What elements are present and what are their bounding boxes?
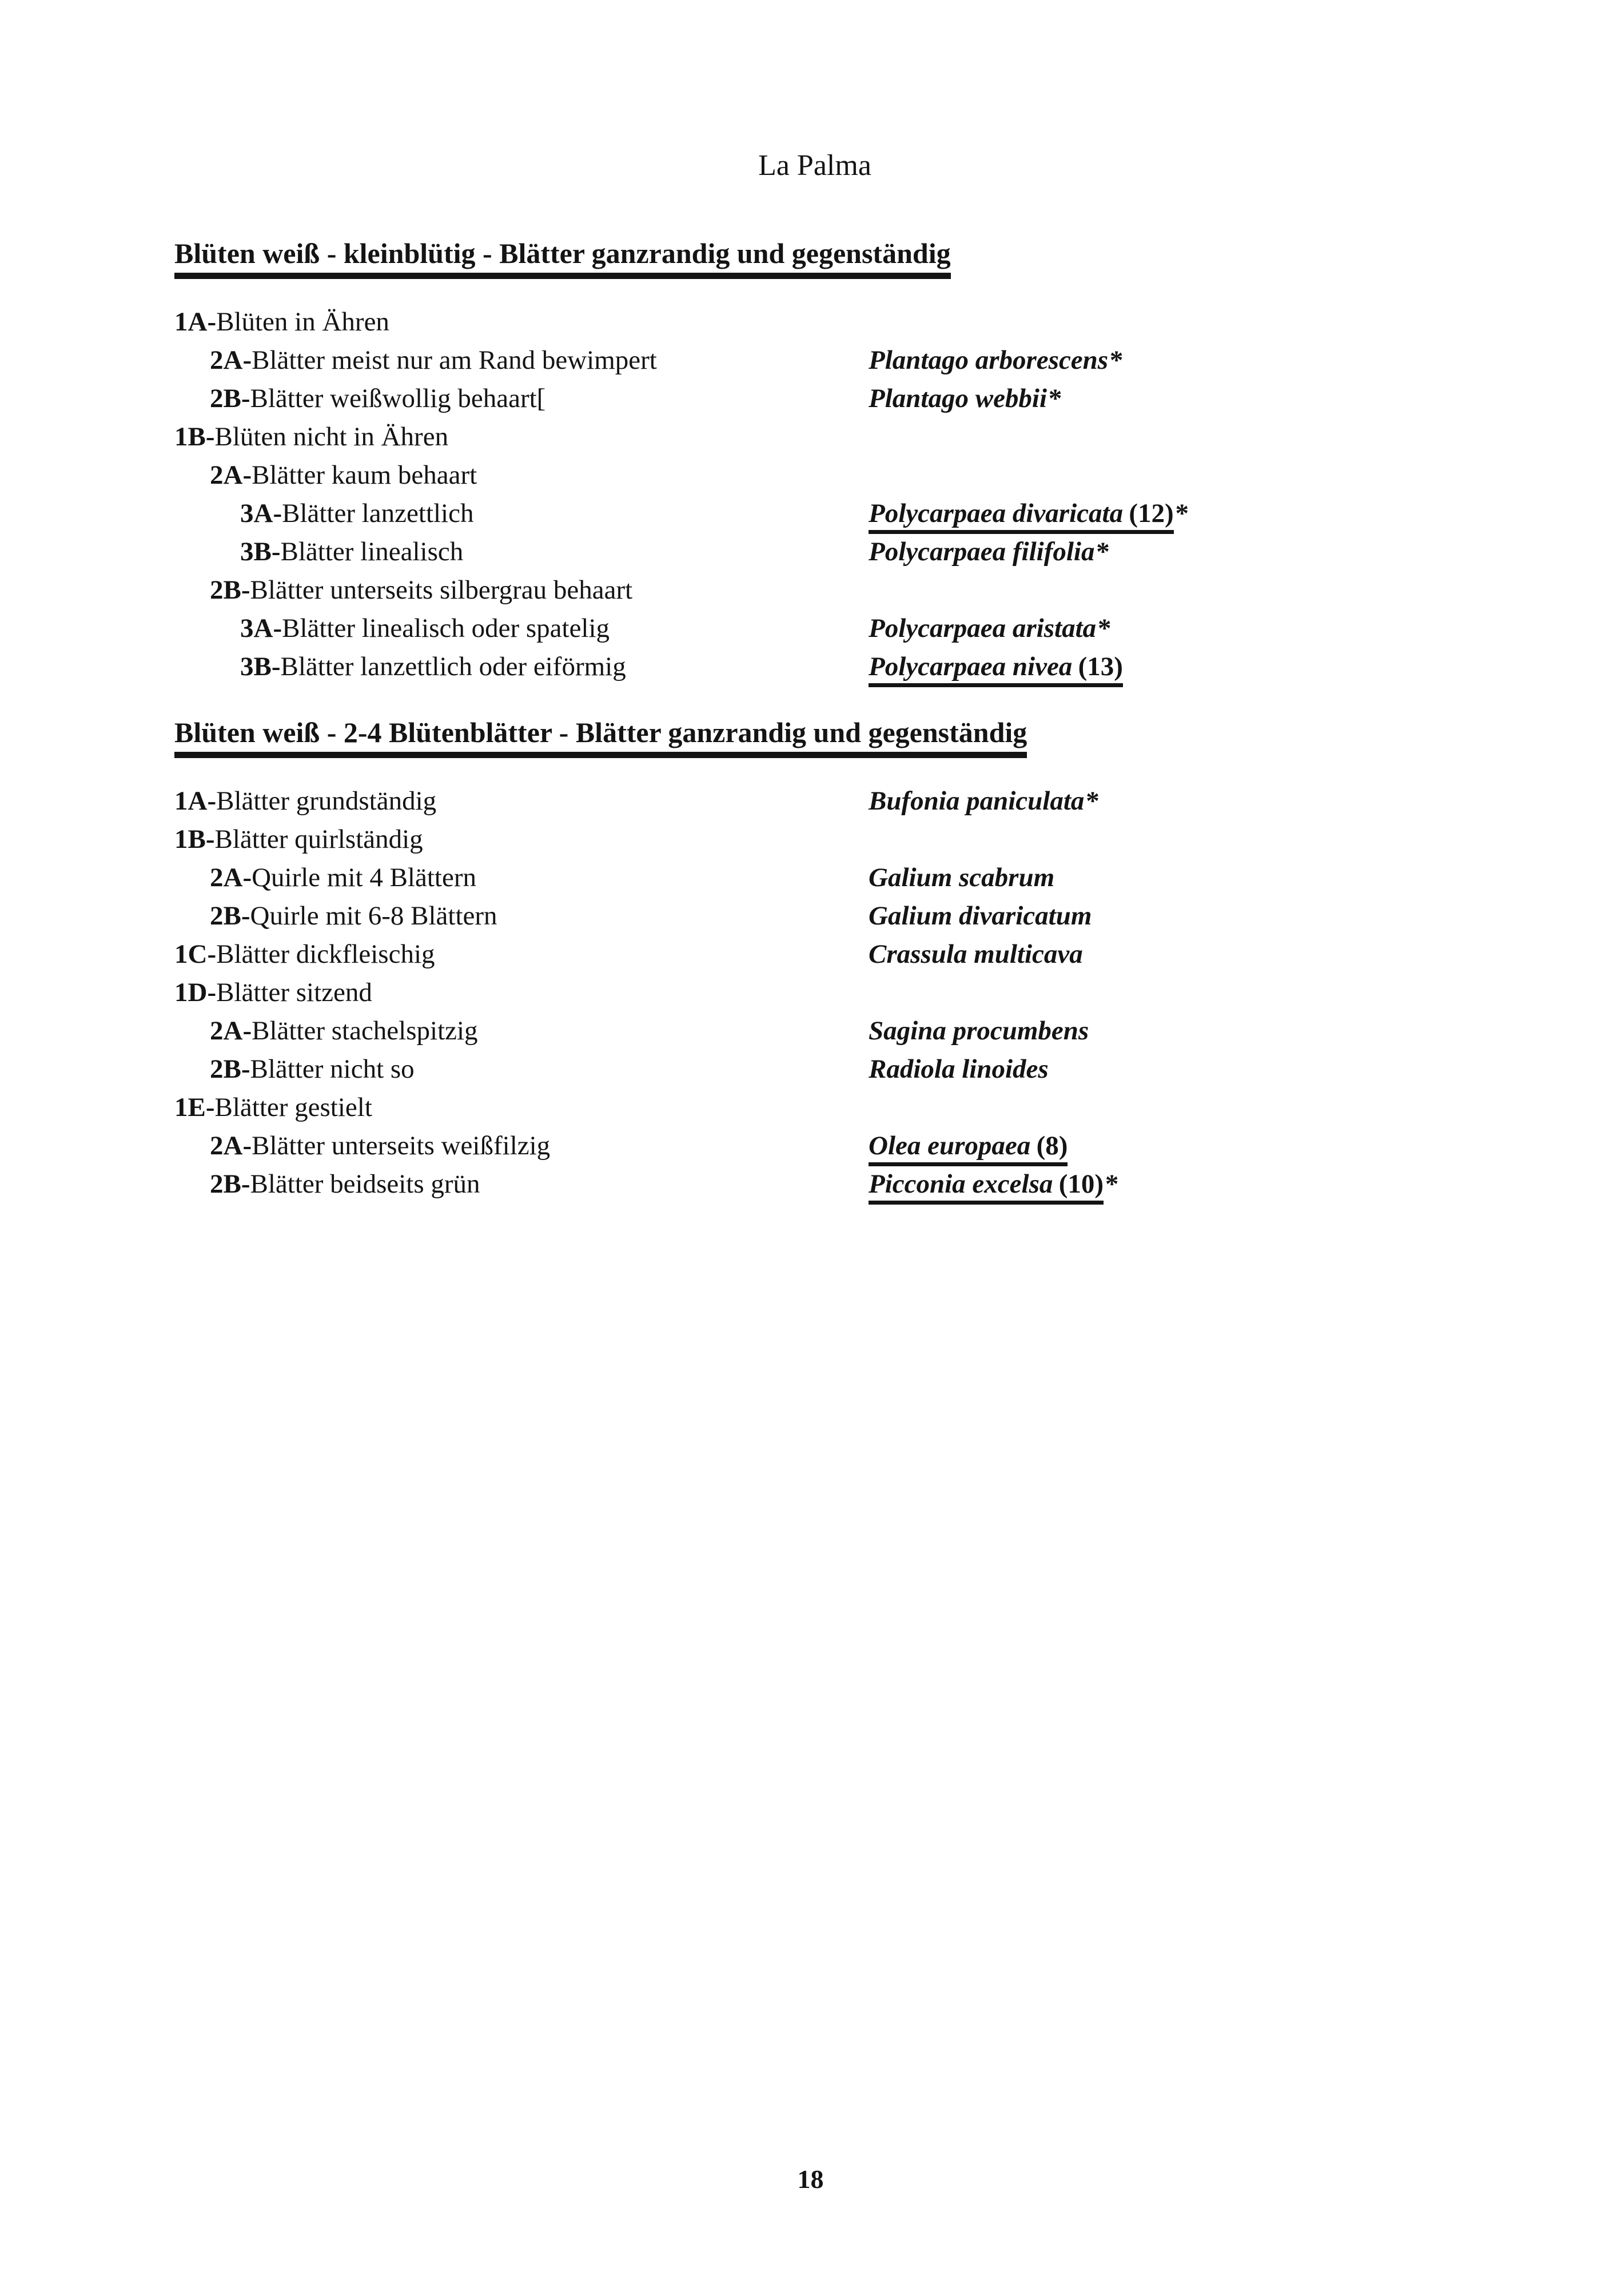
- key-row: [174, 341, 1455, 380]
- species-asterisk: *: [1097, 613, 1112, 643]
- species-text: [869, 613, 1096, 643]
- key-text: Quirle mit 4 Blättern: [252, 863, 476, 892]
- key-row: [174, 859, 1455, 897]
- species-asterisk: *: [1105, 1169, 1119, 1199]
- section1-key: [174, 303, 1455, 686]
- key-entry: [174, 380, 545, 418]
- species-text: [869, 499, 1174, 534]
- key-text: Blätter meist nur am Rand bewimpert: [252, 345, 657, 375]
- species: [869, 609, 1111, 648]
- species-name: Polycarpaea divaricata: [869, 499, 1124, 528]
- species: [869, 897, 1092, 935]
- species: [869, 341, 1123, 380]
- key-row: [174, 495, 1455, 533]
- key-code: 2B-: [210, 1054, 250, 1084]
- key-code: 3A-: [240, 499, 282, 528]
- key-code: 1E-: [174, 1093, 215, 1122]
- key-text: Blüten nicht in Ähren: [214, 422, 449, 452]
- key-row: [174, 1089, 1455, 1127]
- key-entry: [174, 456, 477, 495]
- key-code: 1A-: [174, 786, 217, 816]
- key-code: 2B-: [210, 575, 250, 605]
- species-name: Sagina procumbens: [869, 1016, 1089, 1046]
- key-text: Blätter kaum behaart: [252, 460, 477, 490]
- species-text: [869, 345, 1108, 375]
- species-text: [869, 384, 1047, 413]
- key-code: 3A-: [240, 613, 282, 643]
- species: [869, 648, 1123, 686]
- species-asterisk: *: [1086, 786, 1100, 816]
- key-text: Quirle mit 6-8 Blättern: [250, 901, 497, 931]
- species-name: Crassula multicava: [869, 939, 1083, 969]
- key-entry: [174, 495, 473, 533]
- key-text: Blätter nicht so: [250, 1054, 415, 1084]
- key-entry: [174, 418, 448, 456]
- species-name: Polycarpaea aristata: [869, 613, 1097, 643]
- species-text: [869, 1131, 1068, 1166]
- species-name: Olea europaea: [869, 1131, 1031, 1161]
- species-asterisk: *: [1175, 499, 1189, 528]
- key-text: Blätter unterseits weißfilzig: [252, 1131, 551, 1161]
- key-code: 3B-: [240, 537, 281, 567]
- species-name: Polycarpaea filifolia: [869, 537, 1095, 567]
- key-row: [174, 820, 1455, 859]
- key-code: 1A-: [174, 307, 217, 337]
- key-entry: [174, 648, 626, 686]
- species-name: Plantago arborescens: [869, 345, 1109, 375]
- page-number: 18: [797, 2165, 824, 2194]
- key-text: Blätter dickfleischig: [216, 939, 435, 969]
- species: [869, 1050, 1049, 1089]
- key-text: Blätter quirlständig: [214, 824, 423, 854]
- species-text: [869, 652, 1123, 687]
- species-number: (13): [1078, 652, 1123, 681]
- key-entry: [174, 820, 423, 859]
- key-entry: [174, 533, 463, 571]
- key-code: 3B-: [240, 652, 281, 681]
- species: [869, 380, 1062, 418]
- key-row: [174, 782, 1455, 820]
- species-asterisk: *: [1048, 384, 1062, 413]
- species-number: (10): [1058, 1169, 1104, 1199]
- key-code: 2A-: [210, 1131, 252, 1161]
- species-text: [869, 939, 1083, 969]
- species-text: [869, 901, 1092, 931]
- key-code: 1B-: [174, 824, 215, 854]
- species-text: [869, 786, 1084, 816]
- species: [869, 782, 1100, 820]
- key-text: Blätter sitzend: [216, 978, 372, 1007]
- key-entry: [174, 1050, 415, 1089]
- key-text: Blätter gestielt: [214, 1093, 372, 1122]
- key-code: 2A-: [210, 345, 252, 375]
- species: [869, 1127, 1068, 1165]
- key-entry: [174, 1127, 550, 1165]
- key-row: [174, 303, 1455, 341]
- key-text: Blätter lanzettlich: [282, 499, 474, 528]
- key-row: [174, 571, 1455, 609]
- key-entry: [174, 571, 632, 609]
- section2-key: [174, 782, 1455, 1203]
- species: [869, 533, 1110, 571]
- key-row: [174, 418, 1455, 456]
- key-code: 1C-: [174, 939, 217, 969]
- species-name: Plantago webbii: [869, 384, 1048, 413]
- species-text: [869, 863, 1054, 892]
- key-row: [174, 897, 1455, 935]
- species-text: [869, 1016, 1089, 1046]
- key-row: [174, 1165, 1455, 1203]
- section1-heading: Blüten weiß - kleinblütig - Blätter ganzrandig und gegenständig: [174, 238, 951, 279]
- key-code: 2A-: [210, 460, 252, 490]
- species-name: Galium divaricatum: [869, 901, 1092, 931]
- key-row: [174, 1050, 1455, 1089]
- species: [869, 859, 1054, 897]
- key-entry: [174, 782, 436, 820]
- key-row: [174, 533, 1455, 571]
- key-row: [174, 380, 1455, 418]
- key-entry: [174, 609, 610, 648]
- key-text: Blüten in Ähren: [216, 307, 389, 337]
- key-entry: [174, 303, 389, 341]
- key-text: Blätter weißwollig behaart[: [250, 384, 546, 413]
- key-entry: [174, 1165, 480, 1203]
- key-entry: [174, 897, 497, 935]
- species-name: Polycarpaea nivea: [869, 652, 1073, 681]
- section2-heading: Blüten weiß - 2-4 Blütenblätter - Blätter ganzrandig und gegenständig: [174, 717, 1027, 758]
- key-entry: [174, 1089, 372, 1127]
- key-text: Blätter linealisch oder spatelig: [282, 613, 610, 643]
- species-asterisk: *: [1096, 537, 1110, 567]
- key-row: [174, 609, 1455, 648]
- key-text: Blätter grundständig: [216, 786, 437, 816]
- key-code: 1D-: [174, 978, 217, 1007]
- species-name: Galium scabrum: [869, 863, 1055, 892]
- species: [869, 1012, 1089, 1050]
- key-row: [174, 648, 1455, 686]
- key-text: Blätter linealisch: [280, 537, 464, 567]
- key-row: [174, 1127, 1455, 1165]
- species-number: (8): [1036, 1131, 1068, 1161]
- key-row: [174, 456, 1455, 495]
- species-asterisk: *: [1109, 345, 1124, 375]
- key-text: Blätter lanzettlich oder eiförmig: [280, 652, 626, 681]
- key-entry: [174, 859, 476, 897]
- key-row: [174, 1012, 1455, 1050]
- species: [869, 495, 1189, 533]
- key-code: 2A-: [210, 863, 252, 892]
- key-code: 2B-: [210, 1169, 250, 1199]
- species: [869, 935, 1083, 974]
- page-title: La Palma: [758, 149, 871, 182]
- key-text: Blätter unterseits silbergrau behaart: [250, 575, 633, 605]
- key-code: 1B-: [174, 422, 215, 452]
- key-code: 2B-: [210, 384, 250, 413]
- key-code: 2A-: [210, 1016, 252, 1046]
- key-row: [174, 974, 1455, 1012]
- species-name: Bufonia paniculata: [869, 786, 1085, 816]
- key-row: [174, 935, 1455, 974]
- key-text: Blätter stachelspitzig: [252, 1016, 478, 1046]
- key-entry: [174, 341, 657, 380]
- key-entry: [174, 974, 372, 1012]
- species: [869, 1165, 1118, 1203]
- key-text: Blätter beidseits grün: [250, 1169, 480, 1199]
- species-text: [869, 537, 1094, 567]
- species-number: (12): [1129, 499, 1174, 528]
- key-entry: [174, 935, 435, 974]
- species-text: [869, 1169, 1104, 1205]
- species-name: Radiola linoides: [869, 1054, 1049, 1084]
- key-code: 2B-: [210, 901, 250, 931]
- species-text: [869, 1054, 1049, 1084]
- species-name: Picconia excelsa: [869, 1169, 1053, 1199]
- key-entry: [174, 1012, 478, 1050]
